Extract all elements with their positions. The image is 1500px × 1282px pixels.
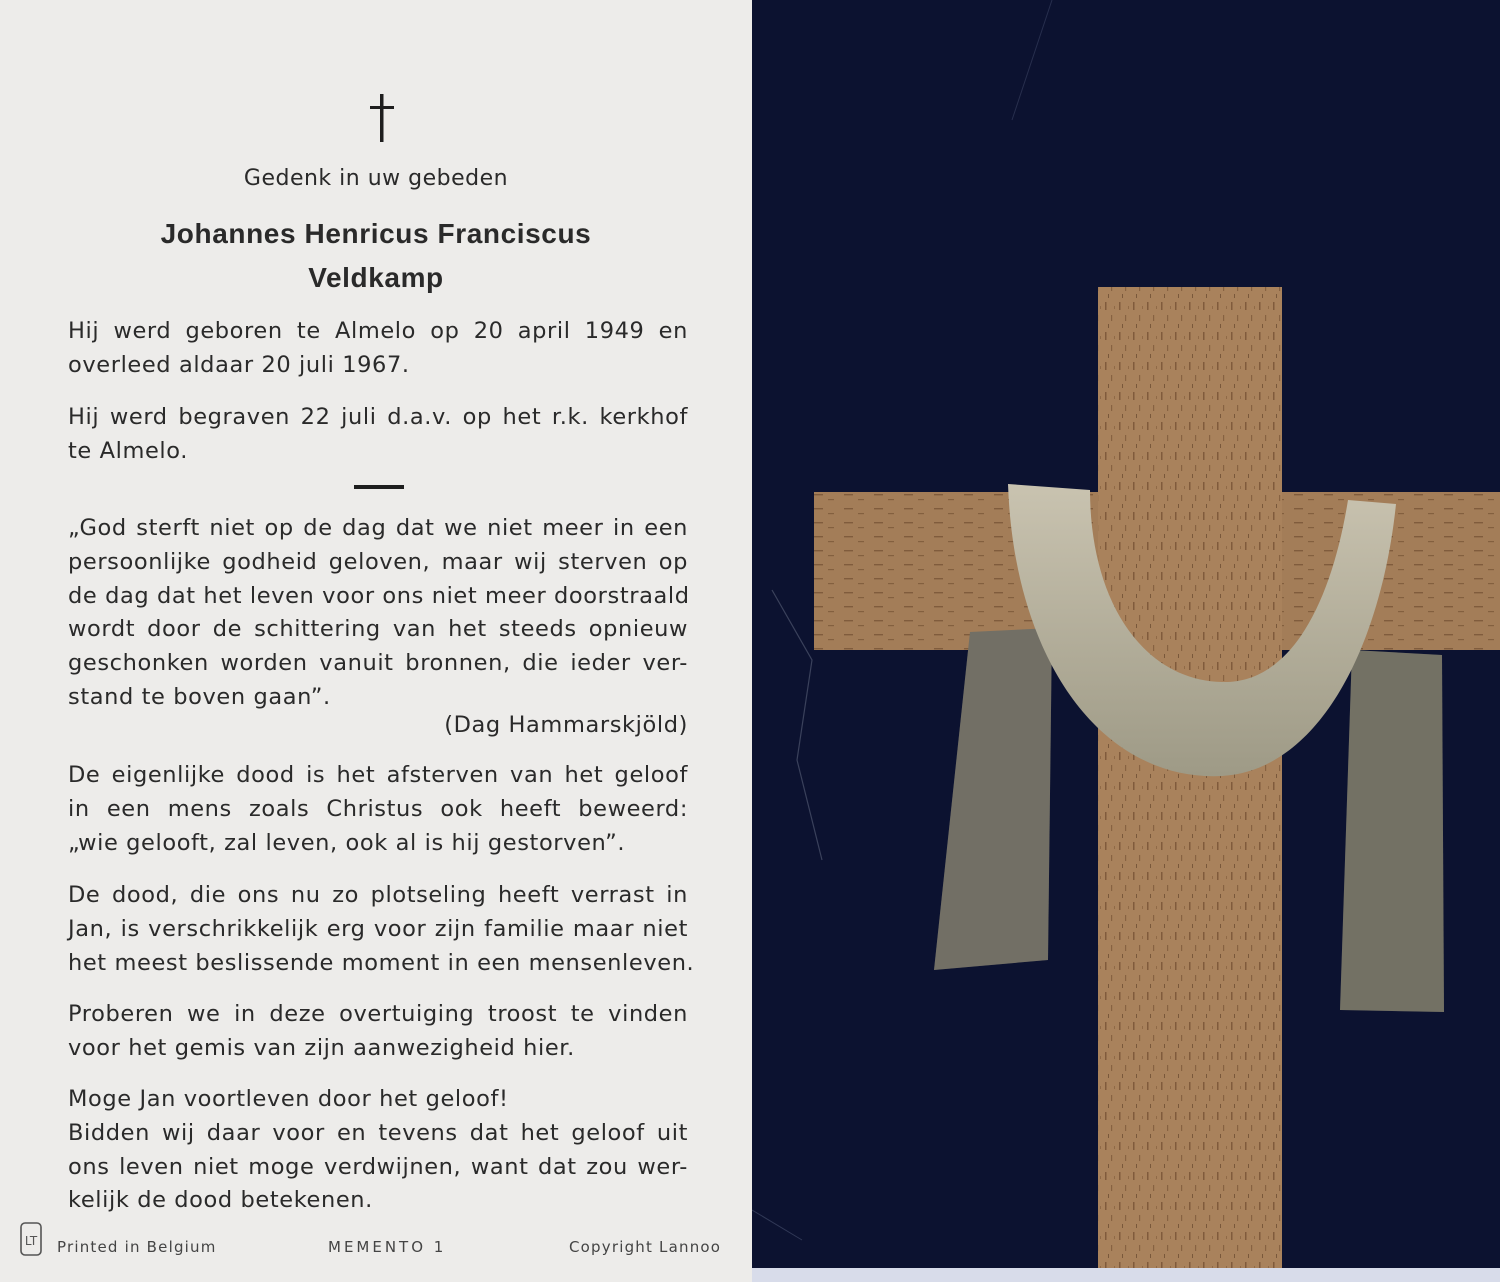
- printed-in-label: Printed in Belgium: [57, 1238, 217, 1256]
- divider: [354, 485, 404, 489]
- text-line: „wie gelooft, zal leven, ook al is hij gestorven”.: [68, 830, 626, 856]
- text-line: te Almelo.: [68, 438, 188, 464]
- text-line: De eigenlijke dood is het afsterven van het geloof: [68, 762, 688, 788]
- text-line: voor het gemis van zijn aanwezigheid hier.: [68, 1035, 575, 1061]
- text-line: wordt door de schittering van het steeds opnieuw: [68, 616, 688, 642]
- cross-vertical-beam: [1098, 287, 1282, 1268]
- memento-label: MEMENTO 1: [328, 1238, 447, 1256]
- cross-icon: [365, 92, 399, 144]
- name-line-1: Johannes Henricus Franciscus: [160, 218, 592, 249]
- text-line: Jan, is verschrikkelijk erg voor zijn familie maar niet: [68, 916, 688, 942]
- text-line: kelijk de dood betekenen.: [68, 1187, 373, 1213]
- text-line: „God sterft niet op de dag dat we niet meer in een: [68, 515, 688, 541]
- cross-artwork: [752, 0, 1500, 1282]
- text-line: Hij werd geboren te Almelo op 20 april 1949 en: [68, 318, 688, 344]
- text-line: ons leven niet moge verdwijnen, want dat zou wer-: [68, 1154, 688, 1180]
- text-line: persoonlijke godheid geloven, maar wij sterven op: [68, 549, 688, 575]
- quote-author: (Dag Hammarskjöld): [444, 712, 688, 738]
- text-line: Bidden wij daar voor en tevens dat het geloof uit: [68, 1120, 688, 1146]
- text-line: geschonken worden vanuit bronnen, die ieder ver-: [68, 650, 688, 676]
- name-line-2: Veldkamp: [308, 262, 444, 293]
- text-line: de dag dat het leven voor ons niet meer doorstraald: [68, 583, 690, 609]
- text-line: stand te boven gaan”.: [68, 684, 331, 710]
- text-line: Moge Jan voortleven door het geloof!: [68, 1086, 509, 1112]
- svg-text:LT: LT: [24, 1234, 38, 1248]
- text-line: Hij werd begraven 22 juli d.a.v. op het r.k. kerkhof: [68, 404, 688, 430]
- text-line: Proberen we in deze overtuiging troost te vinden: [68, 1001, 688, 1027]
- text-line: De dood, die ons nu zo plotseling heeft verrast in: [68, 882, 688, 908]
- publisher-logo: [20, 1222, 42, 1256]
- heading: Gedenk in uw gebeden: [243, 166, 509, 191]
- copyright-label: Copyright Lannoo: [569, 1238, 722, 1256]
- text-line: het meest beslissende moment in een mensenleven.: [68, 950, 695, 976]
- scan-edge: [752, 1268, 1500, 1282]
- text-line: overleed aldaar 20 juli 1967.: [68, 352, 410, 378]
- text-line: in een mens zoals Christus ook heeft beweerd:: [68, 796, 688, 822]
